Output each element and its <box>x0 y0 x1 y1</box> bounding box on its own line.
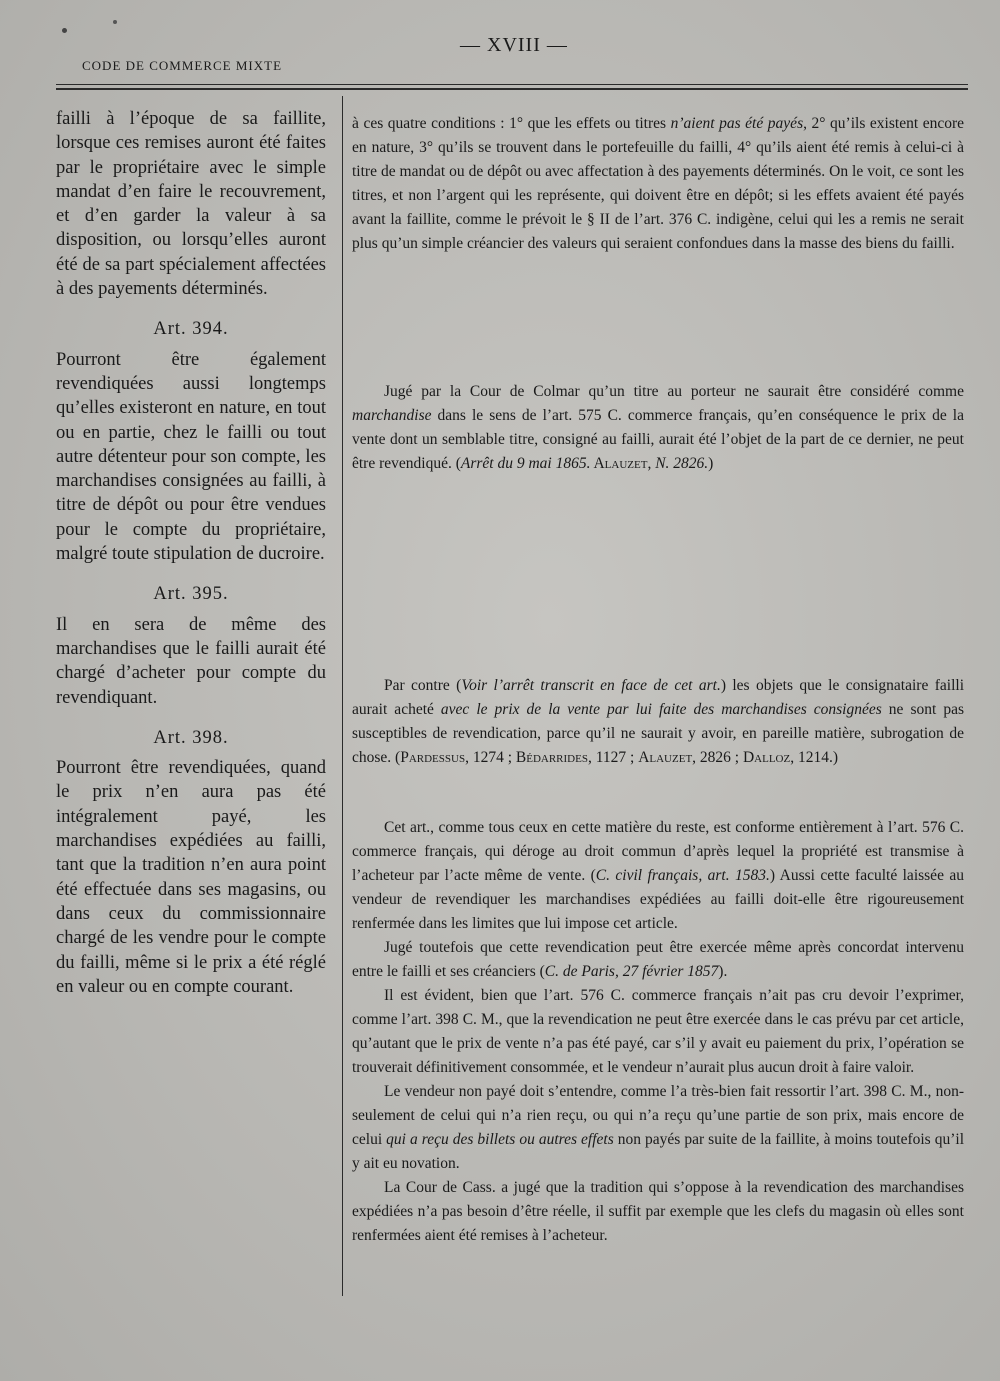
article-395-heading: Art. 395. <box>153 584 229 605</box>
page-number: — XVIII — <box>460 34 568 56</box>
text-run-italic: marchandise <box>352 407 432 424</box>
commentary-paragraph: La Cour de Cass. a jugé que la tradition qui s’oppose à la revendication des marchandises expédiées n’a pas besoin d’être réelle, il suffit par exemple que les clefs du magasin où elles sont renfermées aient été remises à l’acheteur. <box>352 1179 964 1244</box>
text-run-italic: Voir l’arrêt transcrit en face de cet art. <box>461 677 721 694</box>
text-run-italic: n’aient pas été payés <box>670 115 804 132</box>
header-rule-thick <box>56 88 968 90</box>
ink-speck <box>62 28 67 33</box>
text-run-italic: C. civil français, art. 1583. <box>595 867 770 884</box>
commentary-paragraph <box>352 674 964 770</box>
text-run: Jugé par la Cour de Colmar qu’un titre au porteur ne saurait être considéré comme <box>384 383 964 400</box>
article-395-text: Il en sera de même des marchandises que le failli aurait été chargé d’acheter pour compte du revendiquant. <box>56 614 326 708</box>
commentary-block-2 <box>352 380 964 476</box>
article-394-heading: Art. 394. <box>153 319 229 340</box>
text-run: , 1127 ; <box>587 749 639 766</box>
text-run-smallcaps: Dalloz <box>742 749 791 766</box>
text-run: non payés par suite de la faillite, à moins toutefois qu’il y ait eu novation. <box>352 1131 964 1172</box>
commentary-paragraph <box>352 816 964 936</box>
text-run: , 1214.) <box>790 749 839 766</box>
text-run: ne sont pas susceptibles de revendication, parce qu’il ne saurait y avoir, en pareille matière, subrogation de chose. ( <box>352 701 964 766</box>
text-run-italic: qui a reçu des billets ou autres effets <box>386 1131 614 1148</box>
commentary-paragraph <box>352 112 964 256</box>
article-continuation: failli à l’époque de sa faillite, lorsque ces remises auront été faites par le propriétaire avec le simple mandat d’en faire le recouvrement, et d’en garder la valeur à sa disposition, ou lorsqu’elles auront été de sa part spécialement affectées à des payements déterminés. <box>56 109 326 300</box>
articles-column <box>56 107 326 999</box>
text-run: Jugé toutefois que cette revendication peut être exercée même après concordat intervenu entre le failli et ses créanciers ( <box>352 939 964 980</box>
commentary-paragraph <box>352 1080 964 1176</box>
text-run-italic: avec le prix de la vente par lui faite des marchandises consignées <box>440 701 882 718</box>
text-run: ) <box>708 455 714 472</box>
text-run: , 2826 ; <box>692 749 743 766</box>
commentary-block-3 <box>352 674 964 770</box>
text-run-smallcaps: Alauzet, <box>590 455 656 472</box>
text-run: Cet art., comme tous ceux en cette matière du reste, est conforme entièrement à l’art. 576 C. commerce français, qui déroge au droit commun d’après lequel la propriété est transmise à l’acheteur par l’acte même de vente. ( <box>352 819 964 884</box>
text-run-italic: N. 2826. <box>655 455 709 472</box>
text-run-smallcaps: Bédarrides <box>515 749 588 766</box>
text-run: ) Aussi cette faculté laissée au vendeur de revendiquer les marchandises expédiées au failli doit-elle être rigoureusement renfermée dans les limites que lui impose cet article. <box>352 867 964 932</box>
text-run: Le vendeur non payé doit s’entendre, comme l’a très-bien fait ressortir l’art. 398 C. M., non-seulement de celui qui n’a rien reçu, ou qui n’a reçu qu’une partie de son prix, mais encore de celui <box>352 1083 964 1148</box>
commentary-block-4 <box>352 816 964 1248</box>
commentary-paragraph <box>352 936 964 984</box>
article-398-text: Pourront être revendiquées, quand le prix n’en aura pas été intégralement payé, les marchandises expédiées au failli, tant que la tradition n’en aura point été effectuée dans ses magasins, ou dans ceux du commissionnaire chargé de les vendre pour le compte du failli, même si le prix a été réglé en valeur ou en compte courant. <box>56 758 326 997</box>
article-398-heading: Art. 398. <box>153 727 229 748</box>
text-run: ). <box>718 963 728 980</box>
text-run-smallcaps: Alauzet <box>638 749 693 766</box>
commentary-block-1 <box>352 112 964 256</box>
running-head: CODE DE COMMERCE MIXTE <box>82 58 283 73</box>
text-run: dans le sens de l’art. 575 C. commerce français, qu’en conséquence le prix de la vente dont un semblable titre, consigné au failli, aurait été l’objet de la part de ce dernier, ne peut être revendiqué. ( <box>352 407 964 472</box>
article-394-text: Pourront être également revendiquées aussi longtemps qu’elles existeront en nature, en tout ou en partie, chez le failli ou tout autre détenteur pour son compte, les marchandises consignées au failli, à titre de dépôt ou pour être vendues pour le compte du propriétaire, malgré toute stipulation de ducroire. <box>56 349 326 565</box>
column-divider <box>342 96 343 1296</box>
text-run: ) les objets que le consignataire failli aurait acheté <box>352 677 964 718</box>
text-run: Par contre ( <box>384 677 462 694</box>
text-run: , 1274 ; <box>465 749 516 766</box>
text-run-italic: Arrêt du 9 mai 1865. <box>460 455 591 472</box>
text-run-smallcaps: Pardessus <box>400 749 466 766</box>
ink-speck <box>113 20 117 24</box>
commentary-paragraph: Il est évident, bien que l’art. 576 C. commerce français n’ait pas cru devoir l’exprimer, comme l’art. 398 C. M., que la revendication ne peut être exercée dans le cas prévu par cet article, qu’autant que le prix de vente n’a pas été payé, car s’il y avait eu paiement du prix, l’opération se trouverait définitivement consommée, et le vendeur n’aurait plus aucun droit à faire valoir. <box>352 987 964 1076</box>
header-rule <box>56 84 968 85</box>
commentary-paragraph <box>352 380 964 476</box>
text-run: à ces quatre conditions : 1° que les effets ou titres <box>352 115 671 132</box>
text-run: , 2° qu’ils existent encore en nature, 3° qu’ils se trouvent dans le portefeuille du failli, 4° qu’ils aient été remis à celui-ci à titre de mandat ou de dépôt ou avec affectation à des payements déterminés. On le voit, ce sont les titres, et non l’argent qui les représente, qui doivent être en dépôt; si les effets avaient été payés avant la faillite, comme le prévoit le § II de l’art. 376 C. indigène, celui qui les a remis ne serait plus qu’un simple créancier des valeurs qui seraient confondues dans la masse des biens du failli. <box>352 115 964 252</box>
text-run-italic: C. de Paris, 27 février 1857 <box>544 963 719 980</box>
